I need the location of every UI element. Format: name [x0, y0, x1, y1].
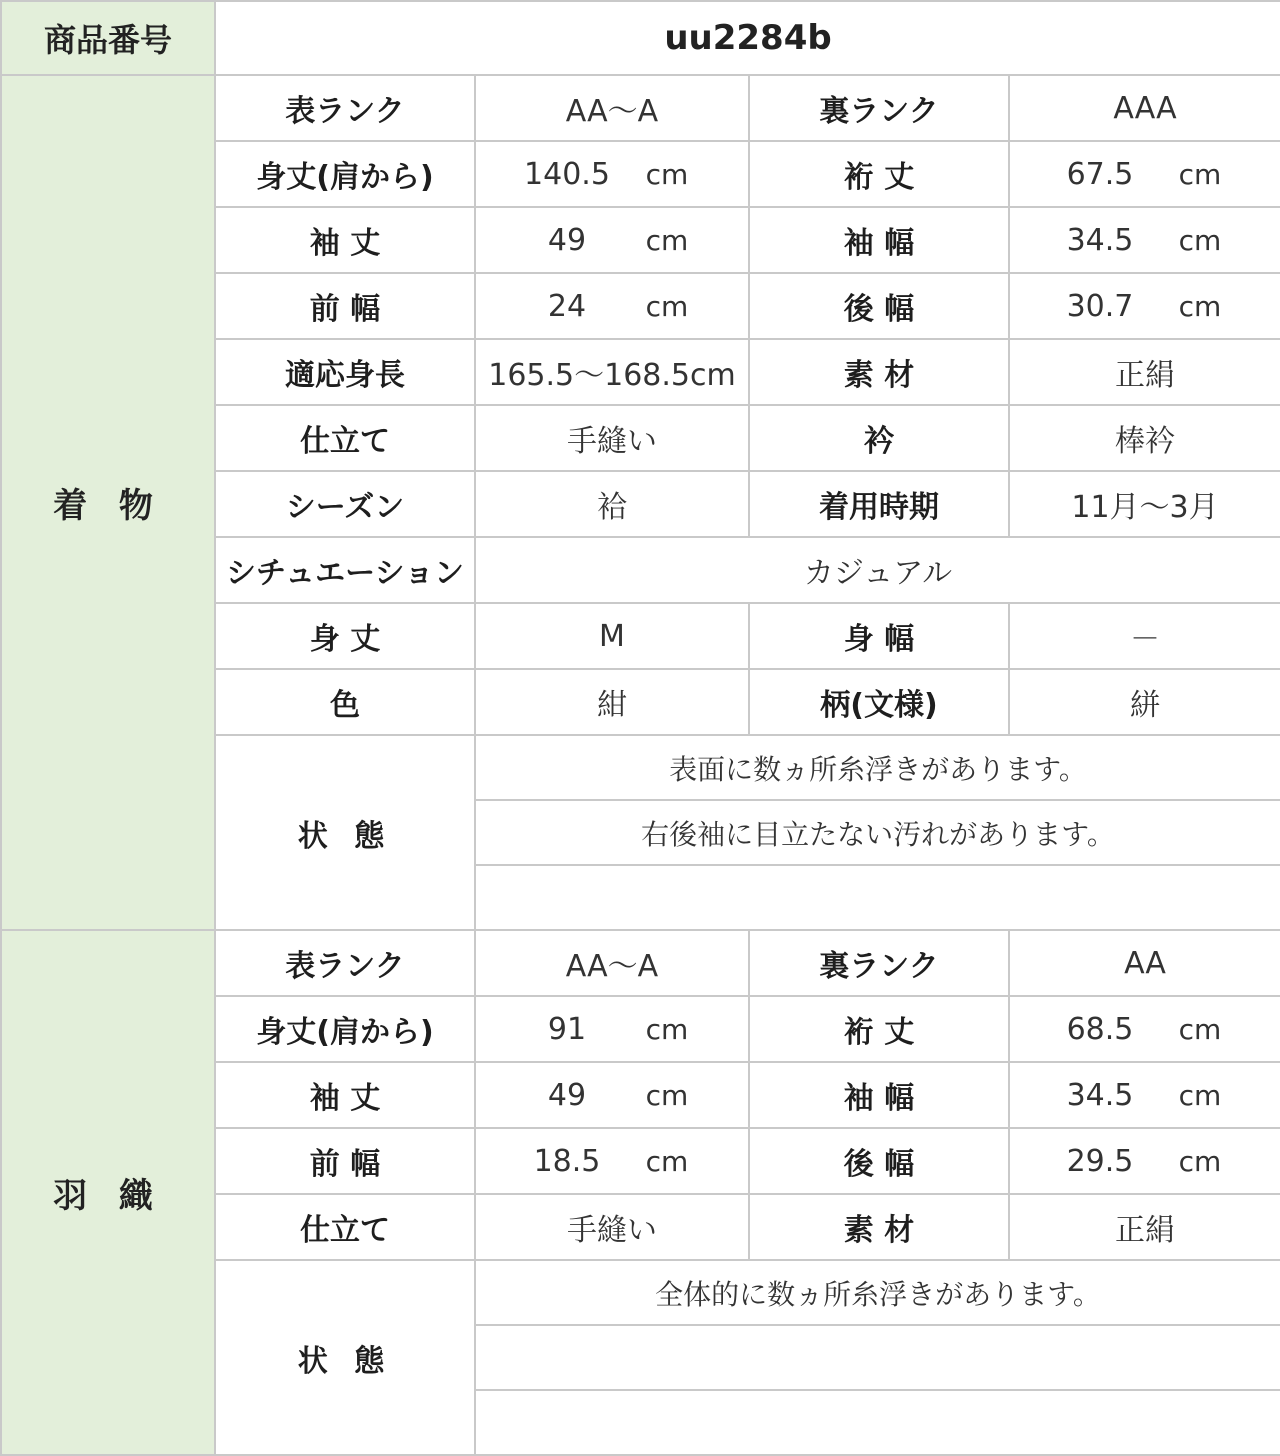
value-color: 紺 — [475, 669, 749, 735]
label-sleeve-reach: 裄 丈 — [749, 996, 1009, 1062]
measure-number: 91 — [547, 1011, 587, 1047]
measure-number: 34.5 — [1066, 1077, 1134, 1113]
kimono-condition-note-2: 右後袖に目立たない汚れがあります。 — [475, 800, 1280, 865]
value-back-rank: AAA — [1009, 75, 1280, 141]
measure-number: 30.7 — [1066, 288, 1134, 324]
value-body-width: － — [1009, 603, 1280, 669]
value-wear-period: 11月～3月 — [1009, 471, 1280, 537]
measure-number: 49 — [547, 1077, 587, 1113]
measure-number: 18.5 — [533, 1143, 601, 1179]
haori-condition-note-3 — [475, 1390, 1280, 1455]
label-pattern: 柄(文様) — [749, 669, 1009, 735]
haori-row-rank — [1, 930, 1280, 996]
value-material: 正絹 — [1009, 339, 1280, 405]
value-tailoring: 手縫い — [475, 405, 749, 471]
label-sleeve-length: 袖 丈 — [215, 1062, 475, 1128]
measure-unit: cm — [1178, 289, 1222, 323]
measure-number: 24 — [547, 288, 587, 324]
label-sleeve-reach: 裄 丈 — [749, 141, 1009, 207]
measure-number: 67.5 — [1066, 156, 1134, 192]
label-back-rank: 裏ランク — [749, 75, 1009, 141]
label-color: 色 — [215, 669, 475, 735]
label-sleeve-width: 袖 幅 — [749, 1062, 1009, 1128]
value-sleeve-width — [1009, 207, 1280, 273]
label-back-width: 後 幅 — [749, 273, 1009, 339]
measure-unit: cm — [645, 1144, 689, 1178]
measure-unit: cm — [645, 223, 689, 257]
value-front-width — [475, 1128, 749, 1194]
value-back-width — [1009, 273, 1280, 339]
value-body-size: M — [475, 603, 749, 669]
label-front-width: 前 幅 — [215, 1128, 475, 1194]
label-wear-period: 着用時期 — [749, 471, 1009, 537]
label-collar: 衿 — [749, 405, 1009, 471]
measure-unit: cm — [645, 1012, 689, 1046]
measure-unit: cm — [1178, 1012, 1222, 1046]
value-tailoring: 手縫い — [475, 1194, 749, 1260]
label-material: 素 材 — [749, 1194, 1009, 1260]
measure-unit: cm — [1178, 223, 1222, 257]
measure-unit: cm — [645, 289, 689, 323]
label-sleeve-length: 袖 丈 — [215, 207, 475, 273]
kimono-condition-note-1: 表面に数ヵ所糸浮きがあります。 — [475, 735, 1280, 800]
value-sleeve-width — [1009, 1062, 1280, 1128]
measure-number: 68.5 — [1066, 1011, 1134, 1047]
label-body-size: 身 丈 — [215, 603, 475, 669]
header-row — [1, 1, 1280, 75]
measure-unit: cm — [645, 157, 689, 191]
value-front-rank: AA～A — [475, 75, 749, 141]
measure-number: 34.5 — [1066, 222, 1134, 258]
product-number-label: 商品番号 — [1, 1, 215, 75]
label-back-width: 後 幅 — [749, 1128, 1009, 1194]
value-collar: 棒衿 — [1009, 405, 1280, 471]
value-front-rank: AA～A — [475, 930, 749, 996]
label-season: シーズン — [215, 471, 475, 537]
value-body-length — [475, 996, 749, 1062]
value-sleeve-length — [475, 1062, 749, 1128]
label-tailoring: 仕立て — [215, 405, 475, 471]
value-season: 袷 — [475, 471, 749, 537]
label-front-rank: 表ランク — [215, 75, 475, 141]
label-sleeve-width: 袖 幅 — [749, 207, 1009, 273]
kimono-row-rank — [1, 75, 1280, 141]
value-sleeve-reach — [1009, 996, 1280, 1062]
measure-unit: cm — [1178, 157, 1222, 191]
measure-number: 49 — [547, 222, 587, 258]
label-body-length: 身丈(肩から) — [215, 141, 475, 207]
measure-number: 29.5 — [1066, 1143, 1134, 1179]
value-back-rank: AA — [1009, 930, 1280, 996]
measure-unit: cm — [645, 1078, 689, 1112]
kimono-condition-label: 状 態 — [215, 735, 475, 930]
haori-condition-label: 状 態 — [215, 1260, 475, 1455]
value-situation: カジュアル — [475, 537, 1280, 603]
label-body-width: 身 幅 — [749, 603, 1009, 669]
kimono-section-label: 着 物 — [1, 75, 215, 930]
measure-unit: cm — [1178, 1144, 1222, 1178]
haori-condition-note-2 — [475, 1325, 1280, 1390]
value-front-width — [475, 273, 749, 339]
label-body-length: 身丈(肩から) — [215, 996, 475, 1062]
haori-condition-note-1: 全体的に数ヵ所糸浮きがあります。 — [475, 1260, 1280, 1325]
value-back-width — [1009, 1128, 1280, 1194]
product-number-value: uu2284b — [215, 1, 1280, 75]
value-material: 正絹 — [1009, 1194, 1280, 1260]
label-back-rank: 裏ランク — [749, 930, 1009, 996]
label-front-rank: 表ランク — [215, 930, 475, 996]
value-suitable-height: 165.5～168.5cm — [475, 339, 749, 405]
label-material: 素 材 — [749, 339, 1009, 405]
value-pattern: 絣 — [1009, 669, 1280, 735]
value-sleeve-reach — [1009, 141, 1280, 207]
label-situation: シチュエーション — [215, 537, 475, 603]
label-suitable-height: 適応身長 — [215, 339, 475, 405]
label-tailoring: 仕立て — [215, 1194, 475, 1260]
value-sleeve-length — [475, 207, 749, 273]
label-front-width: 前 幅 — [215, 273, 475, 339]
measure-unit: cm — [1178, 1078, 1222, 1112]
value-body-length — [475, 141, 749, 207]
measure-number: 140.5 — [524, 156, 610, 192]
haori-section-label: 羽 織 — [1, 930, 215, 1455]
kimono-condition-note-3 — [475, 865, 1280, 930]
